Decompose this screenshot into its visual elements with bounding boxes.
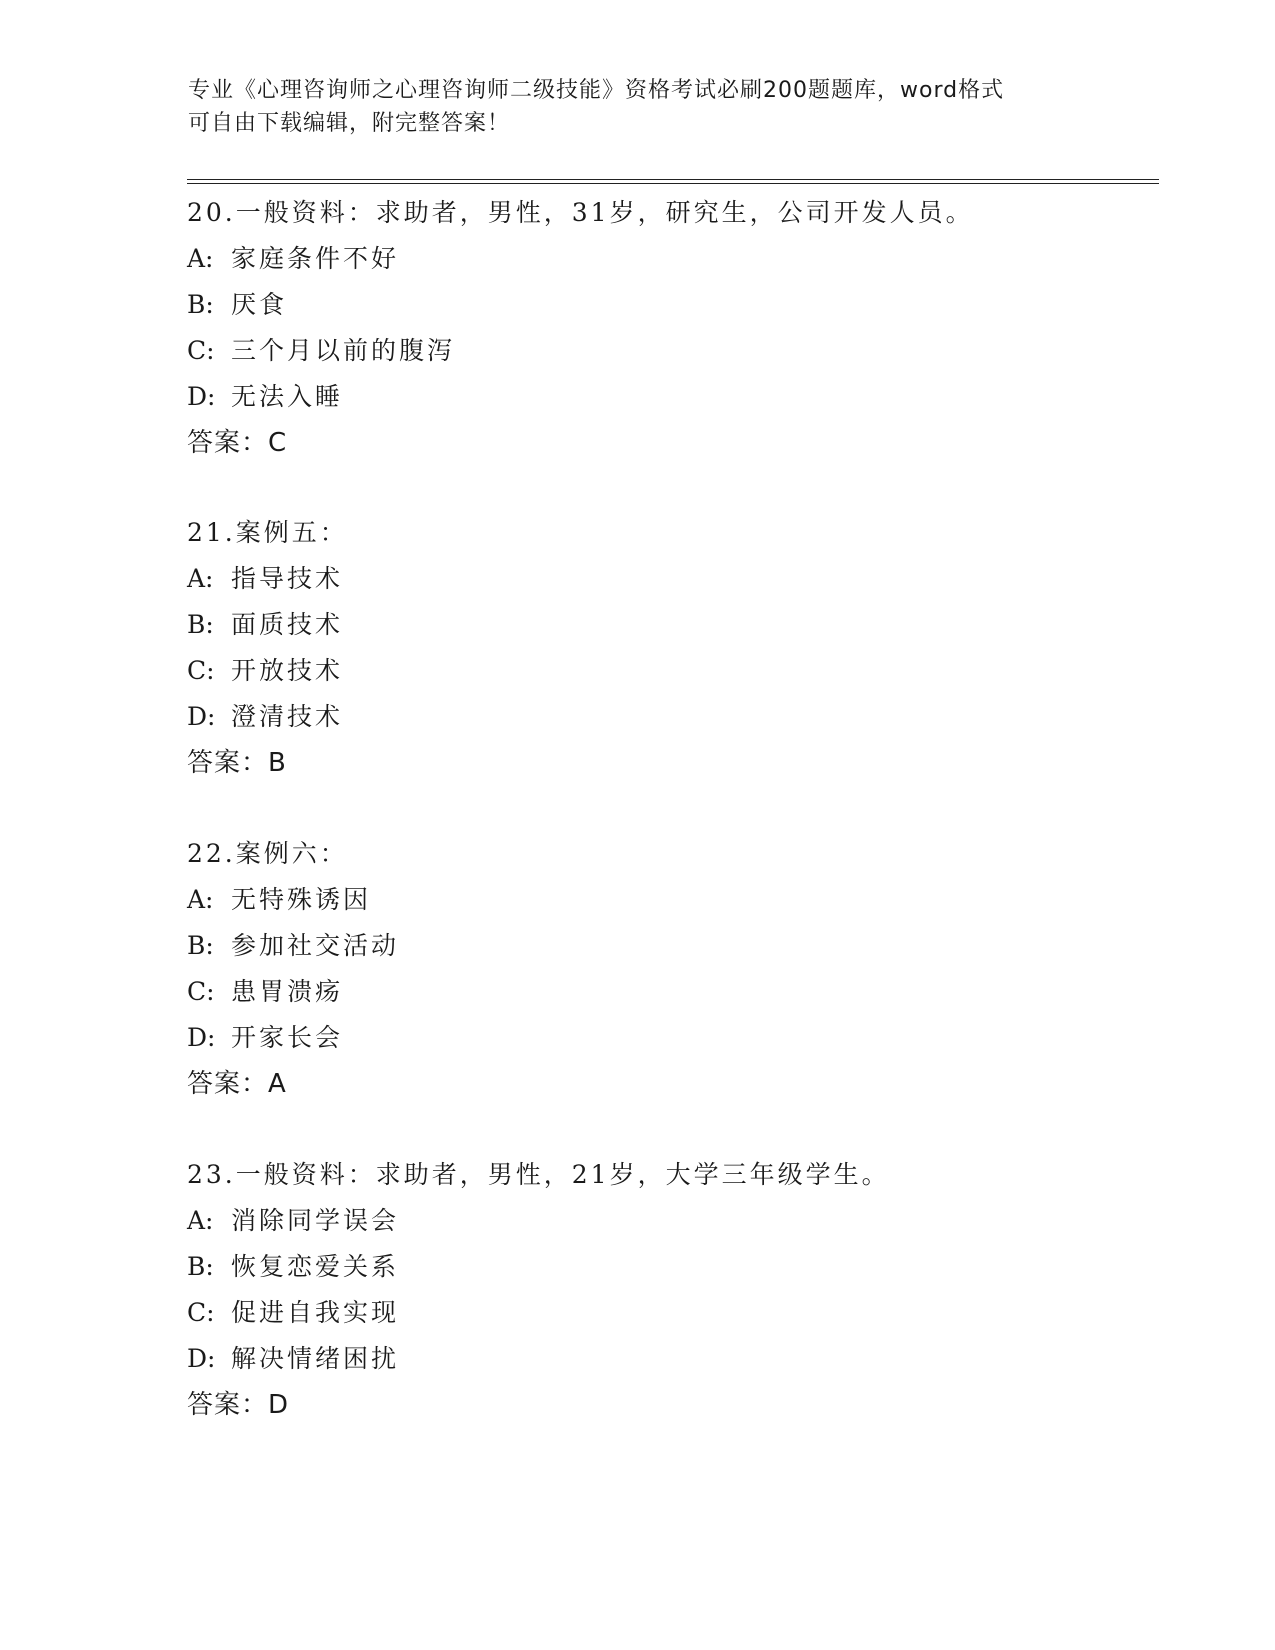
answer-line: 答案：D xyxy=(187,1390,290,1420)
option-c xyxy=(187,328,1167,374)
option-b xyxy=(187,1244,1167,1290)
header-line-2: 可自由下载编辑，附完整答案！ xyxy=(188,111,511,136)
question-stem: 21.案例五： xyxy=(187,518,348,547)
option-letter: C: xyxy=(187,656,215,685)
question-block xyxy=(187,831,1167,1107)
option-letter: B: xyxy=(187,610,214,639)
option-b xyxy=(187,602,1167,648)
option-letter: C: xyxy=(187,1298,215,1327)
option-letter: A: xyxy=(187,885,214,914)
option-text: 厌食 xyxy=(231,290,288,319)
option-text: 开放技术 xyxy=(231,656,344,685)
option-c xyxy=(187,969,1167,1015)
option-letter: A: xyxy=(187,244,214,273)
document-header xyxy=(188,74,1088,140)
answer-line: 答案：C xyxy=(187,428,288,458)
option-b xyxy=(187,923,1167,969)
question-block xyxy=(187,190,1167,466)
question-stem: 22.案例六： xyxy=(187,839,348,868)
option-letter: D: xyxy=(187,1023,216,1052)
option-text: 指导技术 xyxy=(231,564,344,593)
option-a xyxy=(187,236,1167,282)
option-letter: C: xyxy=(187,336,215,365)
option-d xyxy=(187,1015,1167,1061)
question-stem: 20.一般资料：求助者，男性，31岁，研究生，公司开发人员。 xyxy=(187,198,974,227)
question-stem: 23.一般资料：求助者，男性，21岁，大学三年级学生。 xyxy=(187,1160,890,1189)
option-text: 患胃溃疡 xyxy=(231,977,344,1006)
option-letter: B: xyxy=(187,931,214,960)
option-text: 恢复恋爱关系 xyxy=(231,1252,400,1281)
option-letter: A: xyxy=(187,564,214,593)
option-text: 三个月以前的腹泻 xyxy=(231,336,456,365)
option-letter: B: xyxy=(187,290,214,319)
question-block xyxy=(187,510,1167,786)
option-d xyxy=(187,374,1167,420)
header-divider-bottom xyxy=(187,183,1159,184)
option-letter: B: xyxy=(187,1252,214,1281)
option-letter: D: xyxy=(187,382,216,411)
option-d xyxy=(187,1336,1167,1382)
option-text: 消除同学误会 xyxy=(231,1206,400,1235)
answer-line: 答案：B xyxy=(187,748,287,778)
option-text: 无特殊诱因 xyxy=(231,885,372,914)
option-letter: D: xyxy=(187,702,216,731)
option-text: 家庭条件不好 xyxy=(231,244,400,273)
question-block xyxy=(187,1152,1167,1428)
option-a xyxy=(187,877,1167,923)
answer-line: 答案：A xyxy=(187,1069,287,1099)
option-text: 开家长会 xyxy=(231,1023,344,1052)
option-text: 面质技术 xyxy=(231,610,344,639)
option-text: 澄清技术 xyxy=(231,702,344,731)
option-letter: D: xyxy=(187,1344,216,1373)
option-letter: A: xyxy=(187,1206,214,1235)
option-text: 促进自我实现 xyxy=(231,1298,400,1327)
option-text: 无法入睡 xyxy=(231,382,344,411)
header-divider-top xyxy=(187,179,1159,180)
option-d xyxy=(187,694,1167,740)
option-a xyxy=(187,1198,1167,1244)
option-a xyxy=(187,556,1167,602)
option-letter: C: xyxy=(187,977,215,1006)
header-line-1: 专业《心理咨询师之心理咨询师二级技能》资格考试必刷200题题库，word格式 xyxy=(188,78,1005,103)
option-text: 参加社交活动 xyxy=(231,931,400,960)
option-c xyxy=(187,1290,1167,1336)
option-b xyxy=(187,282,1167,328)
option-c xyxy=(187,648,1167,694)
option-text: 解决情绪困扰 xyxy=(231,1344,400,1373)
